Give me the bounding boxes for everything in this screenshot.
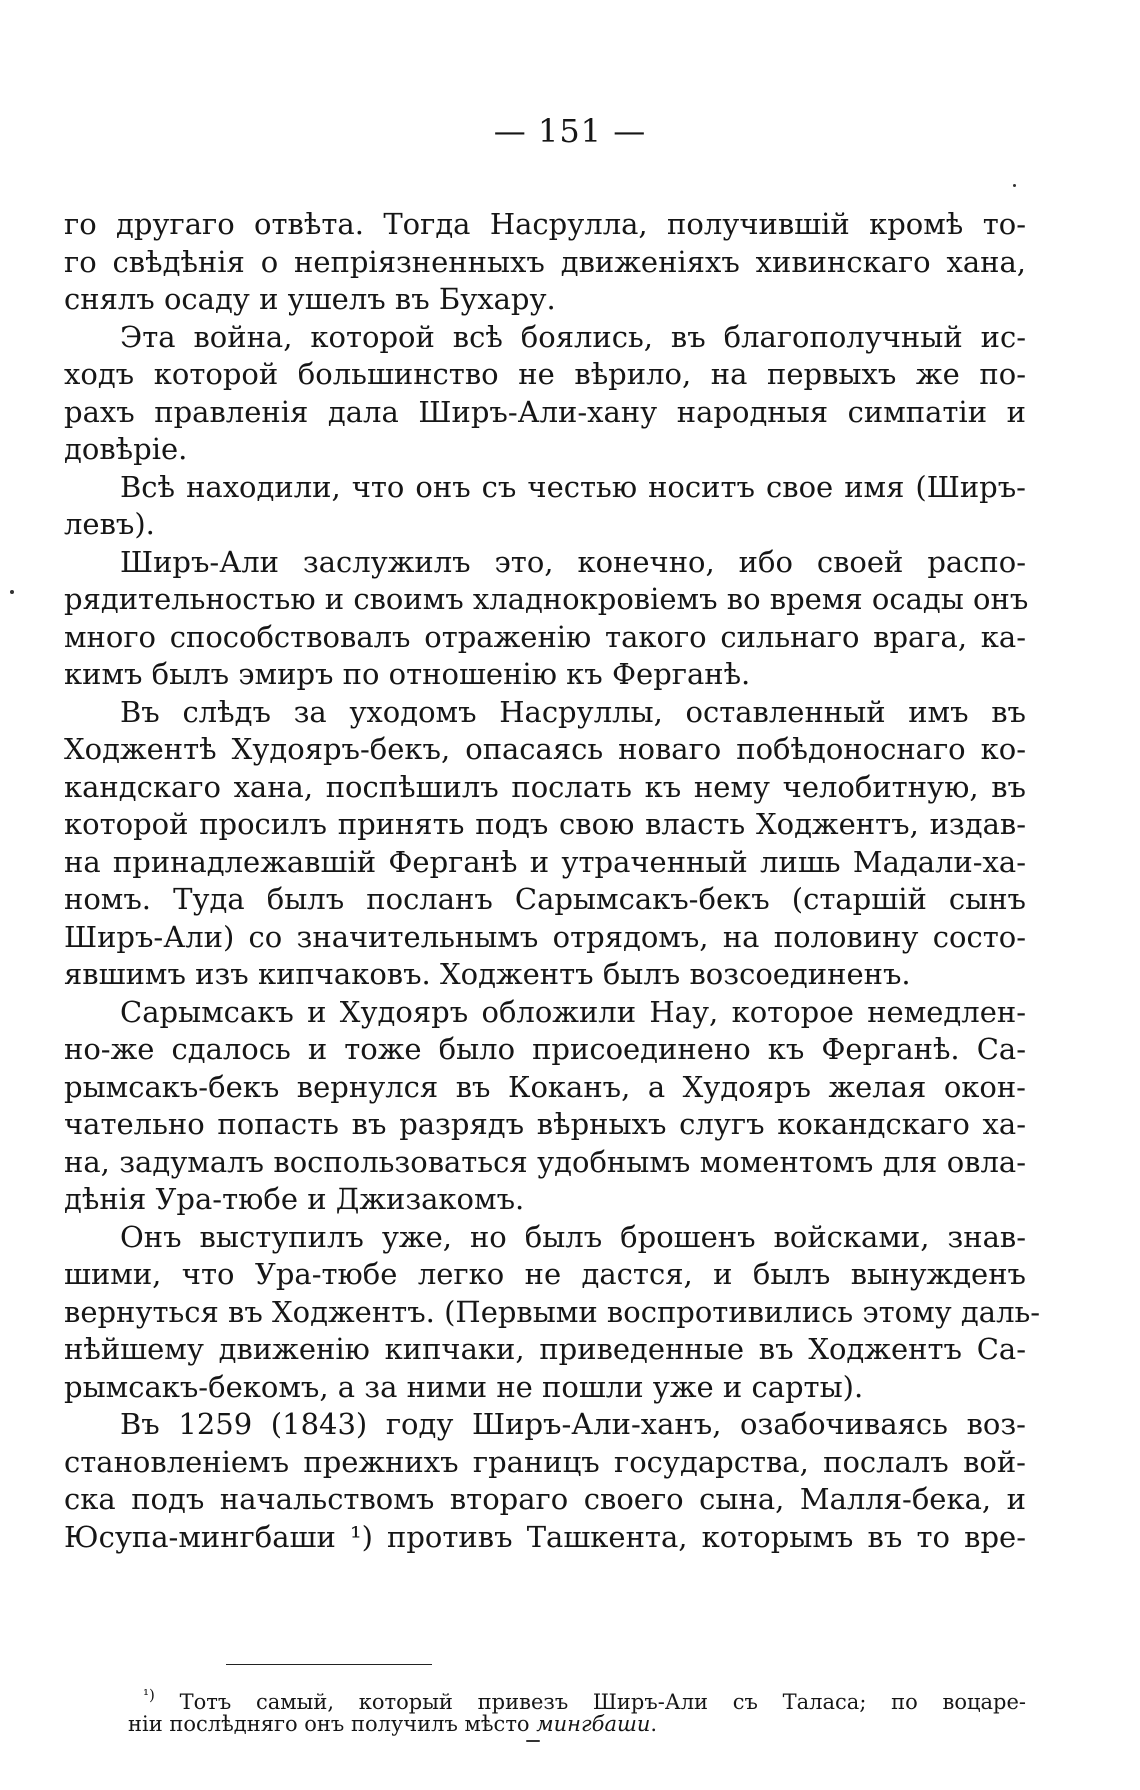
footnote-rule [226, 1664, 432, 1665]
text-line: чательно попасть въ разрядъ вѣрныхъ слугъ кокандскаго ха- [64, 1107, 1026, 1141]
page-number: — 151 — [493, 112, 647, 150]
text-line: довѣріе. [64, 432, 188, 466]
footnote-line-2 [128, 1710, 1026, 1739]
footnote-line-1-text: Тотъ самый, который привезъ Ширъ-Али съ Таласа; по воцаре- [179, 1690, 1026, 1714]
text-line: дѣнія Ура-тюбе и Джизакомъ. [64, 1182, 525, 1216]
print-speck [10, 590, 14, 594]
text-line: кандскаго хана, поспѣшилъ послать къ нему челобитную, въ [64, 769, 1026, 804]
text-line: явшимъ изъ кипчаковъ. Ходжентъ былъ возсоединенъ. [64, 957, 911, 991]
text-line: которой просилъ принять подъ свою власть Ходжентъ, издав- [64, 807, 1026, 841]
footnote-marker: ¹) [143, 1686, 155, 1704]
text-line: Ширъ-Али заслужилъ это, конечно, ибо своей распо- [120, 544, 1026, 579]
text-line: Въ 1259 (1843) году Ширъ-Али-ханъ, озабочиваясь воз- [120, 1407, 1026, 1441]
text-line: снялъ осаду и ушелъ въ Бухару. [64, 282, 556, 316]
text-line: номъ. Туда былъ посланъ Сарымсакъ-бекъ (старшій сынъ [64, 882, 1026, 916]
footnote-line-2-text: ніи послѣдняго онъ получилъ мѣсто [128, 1712, 537, 1736]
text-line: становленіемъ прежнихъ границъ государства, послалъ вой- [64, 1444, 1026, 1479]
text-line: на принадлежавшій Ферганѣ и утраченный лишь Мадали-ха- [64, 844, 1026, 879]
print-speck [526, 1740, 540, 1742]
text-line: на, задумалъ воспользоваться удобнымъ моментомъ для овла- [64, 1144, 1026, 1179]
text-line: рядительностью и своимъ хладнокровіемъ во время осады онъ [64, 582, 1029, 616]
text-line: вернуться въ Ходжентъ. (Первыми воспротивились этому даль- [64, 1294, 1041, 1329]
print-speck [1013, 184, 1016, 187]
text-line: ска подъ начальствомъ втораго своего сына, Малля-бека, и [64, 1482, 1026, 1516]
main-text [64, 206, 1041, 1556]
text-line: Въ слѣдъ за уходомъ Насруллы, оставленный имъ въ [120, 694, 1026, 729]
text-line: Онъ выступилъ уже, но былъ брошенъ войсками, знав- [120, 1219, 1026, 1254]
footnote-italic-term: мингбаши [536, 1712, 651, 1736]
text-line: рымсакъ-бекомъ, а за ними не пошли уже и сарты). [64, 1369, 864, 1404]
text-line: левъ). [64, 507, 155, 541]
text-line: го свѣдѣнія о непріязненныхъ движеніяхъ хивинскаго хана, [64, 244, 1026, 279]
text-line: го другаго отвѣта. Тогда Насрулла, получившій кромѣ то- [64, 207, 1026, 241]
text-line: много способствовалъ отраженію такого сильнаго врага, ка- [64, 619, 1026, 654]
text-line: рымсакъ-бекъ вернулся въ Коканъ, а Худояръ желая окон- [64, 1069, 1026, 1104]
text-line: Юсупа-мингбаши ¹) противъ Ташкента, которымъ въ то вре- [64, 1519, 1026, 1554]
text-line: кимъ былъ эмиръ по отношенію къ Ферганѣ. [64, 657, 751, 691]
footnote-line-1 [128, 1681, 1026, 1714]
text-line: Эта война, которой всѣ боялись, въ благополучный ис- [120, 319, 1026, 354]
text-line: ходъ которой большинство не вѣрило, на первыхъ же по- [64, 357, 1026, 391]
footnote-line-2-end: . [650, 1712, 658, 1736]
text-line: Всѣ находили, что онъ съ честью носитъ свое имя (Ширъ- [120, 469, 1026, 504]
text-line: Ходжентѣ Худояръ-бекъ, опасаясь новаго побѣдоноснаго ко- [64, 732, 1026, 766]
text-line: но-же сдалось и тоже было присоединено къ Ферганѣ. Са- [64, 1032, 1026, 1066]
text-line: Ширъ-Али) со значительнымъ отрядомъ, на половину состо- [64, 919, 1026, 954]
text-line: Сарымсакъ и Худояръ обложили Нау, которое немедлен- [120, 994, 1026, 1029]
footnote [128, 1681, 1026, 1739]
text-line: рахъ правленія дала Ширъ-Али-хану народныя симпатіи и [64, 394, 1026, 429]
text-line: шими, что Ура-тюбе легко не дастся, и былъ вынужденъ [64, 1257, 1026, 1291]
text-line: нѣйшему движенію кипчаки, приведенные въ Ходжентъ Са- [64, 1332, 1026, 1366]
